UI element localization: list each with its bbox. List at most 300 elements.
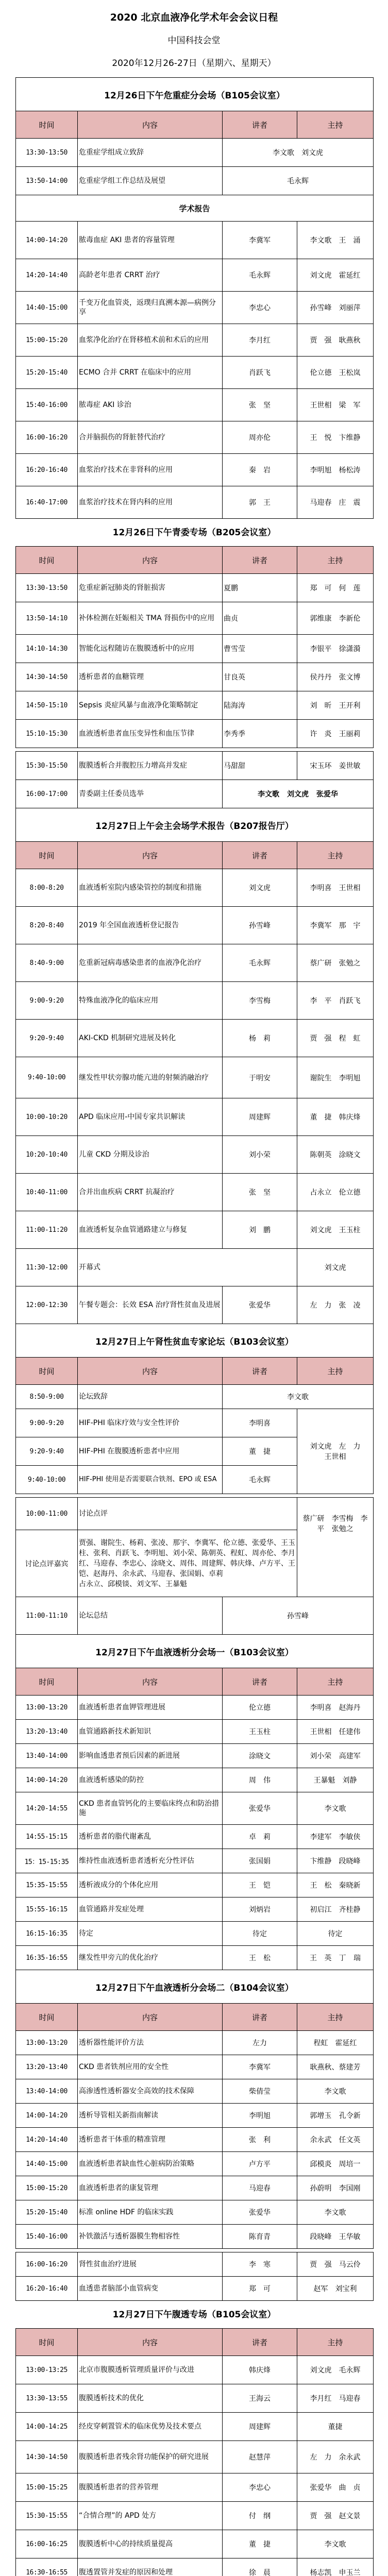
host-cell: 刘文虎 左 力 王世相 — [297, 1409, 374, 1494]
time-cell: 9:20-9:40 — [16, 1020, 78, 1057]
time-cell: 10:00-10:20 — [16, 1098, 78, 1136]
table-row — [16, 944, 374, 982]
time-cell: 16:30-16:55 — [16, 2558, 78, 2576]
col-header-time: 时间 — [16, 111, 78, 139]
speaker-cell: 刘文虎 — [223, 869, 297, 907]
table-row — [16, 139, 374, 167]
host-cell: 李明喜 赵海丹 — [297, 1696, 374, 1720]
speaker-cell: 张 坚 — [223, 1174, 297, 1211]
host-cell: 王 英 丁 瑞 — [297, 1946, 374, 1970]
speaker-cell: 李雪梅 — [223, 982, 297, 1020]
table-row — [16, 1020, 374, 1057]
time-cell: 15:00-15:20 — [16, 324, 78, 357]
time-cell: 14:20-14:40 — [16, 259, 78, 292]
speaker-cell: 伦立德 — [223, 1696, 297, 1720]
speaker-cell: 张爱华 — [223, 1286, 297, 1324]
col-header-speaker: 讲者 — [223, 1668, 297, 1696]
time-cell: 13:40-14:00 — [16, 1744, 78, 1768]
time-cell: 15:00-15:25 — [16, 2473, 78, 2502]
speaker-cell: 张爱华 — [223, 1792, 297, 1825]
time-cell: 16:40-17:00 — [16, 486, 78, 519]
content-cell: AKI-CKD 机制研究进展及转化 — [78, 1020, 223, 1057]
table-row — [16, 167, 374, 195]
host-cell: 卞维静 段晓峰 — [297, 1849, 374, 1873]
time-cell: 14:00-14:20 — [16, 2104, 78, 2128]
table-row — [16, 602, 374, 635]
speaker-cell: 柴倩莹 — [223, 2079, 297, 2104]
speaker-cell: 毛永辉 — [223, 944, 297, 982]
session-anemia-forum-cont — [15, 1497, 374, 2249]
table-row — [16, 222, 374, 259]
content-cell: 血透患者脑部小血管病变 — [78, 2277, 223, 2301]
table-row — [16, 1597, 374, 1635]
speaker-cell: 甘良英 — [223, 663, 297, 691]
speaker-cell: 于明安 — [223, 1057, 297, 1098]
content-cell: 血浆治疗技术在肾内科的应用 — [78, 486, 223, 519]
table-row — [16, 2104, 374, 2128]
speaker-cell: 王玉柱 — [223, 1720, 297, 1744]
speaker-cell: 张 利 — [223, 2128, 297, 2152]
table-row — [16, 1792, 374, 1825]
content-cell: 论坛致辞 — [78, 1385, 223, 1409]
speaker-cell: 张爱华 — [223, 2200, 297, 2225]
speaker-cell: 刘 鹏 — [223, 1211, 297, 1249]
content-cell: 危重新冠病毒感染患者的血液净化治疗 — [78, 944, 223, 982]
session-title: 12月27日上午会主会场学术报告（B207报告厅） — [16, 808, 374, 842]
col-header-time: 时间 — [16, 2329, 78, 2356]
table-row — [16, 1744, 374, 1768]
col-header-host: 主持 — [297, 111, 374, 139]
table-row — [16, 1946, 374, 1970]
time-cell: 14:55-15:15 — [16, 1825, 78, 1849]
time-cell: 12:00-12:30 — [16, 1286, 78, 1324]
host-cell: 宋玉环 姜世敏 — [297, 752, 374, 780]
time-cell: 15:55-16:15 — [16, 1897, 78, 1922]
table-row — [16, 1211, 374, 1249]
host-cell: 董 捷 韩庆烽 — [297, 1098, 374, 1136]
col-header-speaker: 讲者 — [223, 2004, 297, 2031]
time-cell: 14:00-14:20 — [16, 1768, 78, 1792]
speaker-cell: 曹雪莹 — [223, 635, 297, 663]
col-header-time: 时间 — [16, 1668, 78, 1696]
content-cell: 讨论点评 — [78, 1498, 297, 1530]
table-row — [16, 2252, 374, 2277]
content-cell: 高渗透性透析器安全高效的技术保障 — [78, 2079, 223, 2104]
speaker-cell: 马迎春 — [223, 2176, 297, 2200]
content-cell: 危重症学组成立致辞 — [78, 139, 223, 167]
content-cell: 腹膜透析患者的营养管理 — [78, 2473, 223, 2502]
host-cell: 李 平 肖跃飞 — [297, 982, 374, 1020]
content-cell: 危重症学组工作总结及展望 — [78, 167, 223, 195]
time-cell: 9:40-10:00 — [16, 1057, 78, 1098]
host-cell: 李月红 马迎春 — [297, 2384, 374, 2413]
col-header-speaker: 讲者 — [223, 547, 297, 574]
host-cell: 侯丹丹 张文博 — [297, 663, 374, 691]
content-cell: 继发性甲旁亢的优化治疗 — [78, 1946, 223, 1970]
content-cell: “合情合理”的 APD 处方 — [78, 2502, 223, 2530]
host-cell: 杨志凯 申玉兰 — [297, 2558, 374, 2576]
host-cell: 左 力 张 凌 — [297, 1286, 374, 1324]
table-row — [16, 2128, 374, 2152]
time-cell: 8:00-8:20 — [16, 869, 78, 907]
speaker-cell: 李明旭 — [223, 2104, 297, 2128]
speaker-cell: 李秀季 — [223, 720, 297, 748]
col-header-speaker: 讲者 — [223, 2329, 297, 2356]
speaker-cell: 李月红 — [223, 324, 297, 357]
speaker-cell: 左力 — [223, 2031, 297, 2055]
host-cell: 伦立德 王松岚 — [297, 357, 374, 389]
col-header-content: 内容 — [78, 842, 223, 869]
speaker-cell: 张 坚 — [223, 389, 297, 421]
content-cell: 血液透析患者缺血性心脏病防治策略 — [78, 2152, 223, 2176]
time-cell: 14:40-15:00 — [16, 2152, 78, 2176]
host-cell: 刘小荣 高建军 — [297, 1744, 374, 1768]
speaker-cell: 曲贞 — [223, 602, 297, 635]
host-cell: 初启江 齐桂静 — [297, 1897, 374, 1922]
host-cell: 刘文虎 — [297, 1249, 374, 1286]
table-row — [16, 2277, 374, 2301]
content-cell: 血浆治疗技术在非肾科的应用 — [78, 454, 223, 486]
time-cell: 14:00-14:25 — [16, 2413, 78, 2441]
time-cell: 15：15-15:35 — [16, 1849, 78, 1873]
content-cell: 影响血透患者预后因素的新进展 — [78, 1744, 223, 1768]
host-cell: 王暴魁 刘静 — [297, 1768, 374, 1792]
speaker-cell: 周建辉 — [223, 2413, 297, 2441]
host-cell: 贾 强 程 虹 — [297, 1020, 374, 1057]
table-row — [16, 1720, 374, 1744]
table-row — [16, 1696, 374, 1720]
content-cell: HIF-PHI 临床疗效与安全性评价 — [78, 1409, 223, 1437]
content-cell: 血液透析复杂血管通路建立与修复 — [78, 1211, 223, 1249]
col-header-host: 主持 — [297, 2004, 374, 2031]
time-cell: 14:30-14:50 — [16, 663, 78, 691]
conference-date: 2020年12月26-27日（星期六、星期天） — [0, 58, 388, 69]
time-cell: 13:50-14:00 — [16, 167, 78, 195]
speaker-cell: 夏鹏 — [223, 574, 297, 602]
col-header-time: 时间 — [16, 842, 78, 869]
content-cell: 血液透析感染的防控 — [78, 1768, 223, 1792]
table-row — [16, 635, 374, 663]
speaker-cell: 王海云 — [223, 2384, 297, 2413]
host-cell: 许 炎 王丽莉 — [297, 720, 374, 748]
content-cell: 危重症新冠肺炎的肾脏损害 — [78, 574, 223, 602]
time-cell: 13:20-13:40 — [16, 2055, 78, 2079]
table-row — [16, 1409, 374, 1437]
speaker-cell: 李忠心 — [223, 292, 297, 324]
table-row — [16, 292, 374, 324]
speaker-host-cell: 毛永辉 — [223, 167, 374, 195]
table-row — [16, 574, 374, 602]
guests-label-cell: 讨论点评嘉宾 — [16, 1530, 78, 1597]
table-row — [16, 1098, 374, 1136]
time-cell: 14:20-14:55 — [16, 1792, 78, 1825]
host-cell: 王世相 任建伟 — [297, 1720, 374, 1744]
speaker-host-cell: 李文歌 刘文虎 — [223, 139, 374, 167]
table-row — [16, 1057, 374, 1098]
table-row — [16, 357, 374, 389]
time-cell: 10:20-10:40 — [16, 1136, 78, 1174]
table-row — [16, 2176, 374, 2200]
speaker-cell: 王 铠 — [223, 1873, 297, 1897]
content-cell: CKD 患者血管钙化的主要临床终点和防治措施 — [78, 1792, 223, 1825]
speaker-cell: 涂晓文 — [223, 1744, 297, 1768]
time-cell: 14:10-14:30 — [16, 635, 78, 663]
host-cell: 李文歌 — [297, 2079, 374, 2104]
session-title: 12月27日上午肾性贫血专家论坛（B103会议室） — [16, 1324, 374, 1358]
col-header-host: 主持 — [297, 1668, 374, 1696]
session-title: 12月26日下午青委专场（B205会议室） — [15, 519, 373, 546]
host-cell: 郭维康 李新伦 — [297, 602, 374, 635]
content-cell: 开幕式 — [78, 1249, 297, 1286]
content-cell: 午餐专题会：长效 ESA 治疗肾性贫血及进展 — [78, 1286, 223, 1324]
host-cell: 段晓峰 王华敏 — [297, 2225, 374, 2249]
session-hemodialysis-2-cont — [15, 2252, 374, 2301]
time-cell: 15:30-15:50 — [16, 752, 78, 780]
content-cell: HIF-PHI 在腹膜透析患者中应用 — [78, 1437, 223, 1466]
time-cell: 16:15-16:35 — [16, 1922, 78, 1946]
content-cell: 血管通路新技术新知识 — [78, 1720, 223, 1744]
host-cell: 邱模炎 周培一 — [297, 2152, 374, 2176]
time-cell: 15:00-15:20 — [16, 2176, 78, 2200]
host-cell: 赵军 刘宝利 — [297, 2277, 374, 2301]
host-cell: 郑 可 何 莲 — [297, 574, 374, 602]
host-cell: 马迎春 庄 震 — [297, 486, 374, 519]
content-cell: 血液透析室院内感染管控的制度和措施 — [78, 869, 223, 907]
content-cell: HIF-PHI 使用是否需要联合铁剂、EPO 或 ESA — [78, 1466, 223, 1494]
table-row — [16, 869, 374, 907]
speaker-cell: 卓 莉 — [223, 1825, 297, 1849]
time-cell: 16:00-17:00 — [16, 780, 78, 808]
time-cell: 9:00-9:20 — [16, 982, 78, 1020]
time-cell: 9:40-10:00 — [16, 1466, 78, 1494]
table-row — [16, 2152, 374, 2176]
table-row — [16, 421, 374, 454]
session-youth-committee — [15, 546, 374, 748]
col-header-content: 内容 — [78, 547, 223, 574]
content-cell: ECMO 合并 CRRT 在临床中的应用 — [78, 357, 223, 389]
content-cell: 血液透析患者血压变异性和血压节律 — [78, 720, 223, 748]
time-cell: 13:30-13:50 — [16, 574, 78, 602]
table-row — [16, 2558, 374, 2576]
speaker-cell: 徐 晨 — [223, 2558, 297, 2576]
table-row — [16, 2055, 374, 2079]
speaker-cell: 秦 岩 — [223, 454, 297, 486]
speaker-cell: 周 伟 — [223, 1768, 297, 1792]
speaker-cell: 李 寒 — [223, 2252, 297, 2277]
col-header-speaker: 讲者 — [223, 111, 297, 139]
speaker-cell: 董 捷 — [223, 2530, 297, 2558]
guests-cell — [78, 1530, 297, 1597]
host-cell: 刘文虎 霍延红 — [297, 259, 374, 292]
time-cell: 9:20-9:40 — [16, 1437, 78, 1466]
table-row — [16, 2356, 374, 2384]
host-cell: 王世相 梁 军 — [297, 389, 374, 421]
content-cell: CKD 患者铁剂应用的安全性 — [78, 2055, 223, 2079]
col-header-content: 内容 — [78, 1358, 223, 1385]
speaker-cell: 付 纲 — [223, 2502, 297, 2530]
host-cell: 李建军 李敏侠 — [297, 1825, 374, 1849]
host-cell: 李文歌 王 涌 — [297, 222, 374, 259]
table-row — [16, 1849, 374, 1873]
session-critical-care — [15, 77, 374, 519]
content-cell: 高龄老年患者 CRRT 治疗 — [78, 259, 223, 292]
host-cell: 张爱华 曲 贞 — [297, 2473, 374, 2502]
speaker-cell: 卢方平 — [223, 2152, 297, 2176]
col-header-content: 内容 — [78, 111, 223, 139]
host-cell: 李文歌 — [297, 1792, 374, 1825]
speaker-cell: 李冀军 — [223, 222, 297, 259]
col-header-time: 时间 — [16, 547, 78, 574]
table-row — [16, 1136, 374, 1174]
speaker-cell: 陆海涛 — [223, 691, 297, 720]
content-cell: 血管通路并发症处理 — [78, 1897, 223, 1922]
session-title: 12月26日下午危重症分会场（B105会议室） — [16, 78, 374, 111]
col-header-host: 主持 — [297, 2329, 374, 2356]
host-cell: 蔡广研 李雪梅 李 平 张勉之 — [297, 1498, 374, 1597]
host-cell: 余永武 任文英 — [297, 2128, 374, 2152]
time-cell: 15:40-16:00 — [16, 389, 78, 421]
time-cell: 13:30-13:50 — [16, 139, 78, 167]
content-cell: 北京市腹膜透析管理质量评价与改进 — [78, 2356, 223, 2384]
content-cell: 透析器性能评价方法 — [78, 2031, 223, 2055]
time-cell: 8:20-8:40 — [16, 907, 78, 944]
speaker-host-cell: 孙雪峰 — [223, 1597, 374, 1635]
host-cell: 李明旭 杨松涛 — [297, 454, 374, 486]
session-youth-committee-cont — [15, 751, 374, 1494]
speaker-host-cell: 李文歌 刘文虎 张爱华 — [223, 780, 374, 808]
host-cell: 陈朝英 涂晓文 — [297, 1136, 374, 1174]
time-cell: 16:35-16:55 — [16, 1946, 78, 1970]
time-cell: 10:00-11:00 — [16, 1498, 78, 1530]
host-cell: 蔡广研 张勉之 — [297, 944, 374, 982]
content-cell: 论坛总结 — [78, 1597, 223, 1635]
content-cell: 血液透析患者的康复管理 — [78, 2176, 223, 2200]
content-cell: 透析导管相关新指南解读 — [78, 2104, 223, 2128]
content-cell: 腹膜透析中心的持续质量提高 — [78, 2530, 223, 2558]
host-cell: 李银平 徐潇漪 — [297, 635, 374, 663]
content-cell: 儿童 CKD 分期及诊治 — [78, 1136, 223, 1174]
table-row — [16, 2441, 374, 2473]
venue: 中国科技会堂 — [0, 35, 388, 46]
content-cell: 腹膜透析合并腹腔压力增高并发症 — [78, 752, 223, 780]
host-cell: 占永立 伦立德 — [297, 1174, 374, 1211]
content-cell: 继发性甲状旁腺功能亢进的射频消融治疗 — [78, 1057, 223, 1098]
host-cell: 刘 昕 王开利 — [297, 691, 374, 720]
time-cell: 13:40-14:00 — [16, 2079, 78, 2104]
speaker-cell: 李忠心 — [223, 2473, 297, 2502]
content-cell: 待定 — [78, 1922, 223, 1946]
host-cell: 程虹 霍延红 — [297, 2031, 374, 2055]
speaker-cell: 韩庆烽 — [223, 2356, 297, 2384]
table-row — [16, 1174, 374, 1211]
table-row — [16, 982, 374, 1020]
guests-list-2: 占永立、邱模锬、刘文军、王暴魁 — [79, 1580, 187, 1588]
session-title: 12月27日下午腹透专场（B105会议室） — [15, 2301, 373, 2328]
table-row — [16, 324, 374, 357]
content-cell: 腹膜透析患者残余肾功能保护的研究进展 — [78, 2441, 223, 2473]
content-cell: 2019 年全国血液透析登记报告 — [78, 907, 223, 944]
speaker-cell: 董 捷 — [223, 1437, 297, 1466]
content-cell: APD 临床应用-中国专家共识解读 — [78, 1098, 223, 1136]
guests-list: 贾强、谢院生、杨莉、张凌、那宇、李冀军、伦立德、张爱华、王玉柱、张利、肖跃飞、李明旭、刘小荣、陈朝英、程虹、周亦伦、李月红、马迎春、李忠心、涂晓文、周伟、周建辉、韩庆烽、卢方平、王铠、赵海丹、余永武、马迎春、张国娟、卓莉 — [79, 1539, 295, 1578]
host-cell: 贾 强 赵文景 — [297, 2502, 374, 2530]
content-cell: 智能化远程随访在腹膜透析中的应用 — [78, 635, 223, 663]
time-cell: 14:30-14:50 — [16, 2441, 78, 2473]
time-cell: 16:20-16:40 — [16, 2277, 78, 2301]
col-header-content: 内容 — [78, 2004, 223, 2031]
time-cell: 14:20-14:40 — [16, 2128, 78, 2152]
content-cell: 补体检测在妊娠相关 TMA 肾损伤中的应用 — [78, 602, 223, 635]
content-cell: 千变万化血管炎，返璞归真溯本源—病例分享 — [78, 292, 223, 324]
table-row — [16, 1922, 374, 1946]
speaker-cell: 张国娟 — [223, 1849, 297, 1873]
time-cell: 15:10-15:30 — [16, 720, 78, 748]
time-cell: 10:40-11:00 — [16, 1174, 78, 1211]
table-row — [16, 1249, 374, 1286]
col-header-speaker: 讲者 — [223, 1358, 297, 1385]
table-row — [16, 2079, 374, 2104]
time-cell: 15:35-15:55 — [16, 1873, 78, 1897]
host-cell: 贾 强 马云伶 — [297, 2252, 374, 2277]
speaker-cell: 王 松 — [223, 1946, 297, 1970]
speaker-cell: 孙雪峰 — [223, 907, 297, 944]
host-cell: 待定 — [297, 1922, 374, 1946]
content-cell: 透析患者的脂代谢紊乱 — [78, 1825, 223, 1849]
host-cell: 左 力 余永武 — [297, 2441, 374, 2473]
host-cell: 李文歌 — [297, 2200, 374, 2225]
col-header-content: 内容 — [78, 1668, 223, 1696]
table-row — [16, 1897, 374, 1922]
content-cell: 血浆净化治疗在肾移植术前和术后的应用 — [78, 324, 223, 357]
table-row — [16, 2530, 374, 2558]
speaker-cell: 郭 王 — [223, 486, 297, 519]
time-cell: 14:00-14:20 — [16, 222, 78, 259]
speaker-cell: 陈育青 — [223, 2225, 297, 2249]
table-row — [16, 2225, 374, 2249]
table-row — [16, 454, 374, 486]
session-title: 12月27日下午血液透析分会场二（B104会议室） — [16, 1970, 374, 2004]
time-cell: 9:00-9:20 — [16, 1409, 78, 1437]
speaker-cell: 郑 可 — [223, 2277, 297, 2301]
col-header-host: 主持 — [297, 842, 374, 869]
content-cell: 维持性血液透析患者透析充分性评估 — [78, 1849, 223, 1873]
table-row — [16, 2473, 374, 2502]
content-cell: 补铁激活与透析器膜生物相容性 — [78, 2225, 223, 2249]
time-cell: 14:50-15:10 — [16, 691, 78, 720]
content-cell: 腹透置管并发症的原因和处理 — [78, 2558, 223, 2576]
time-cell: 13:00-13:25 — [16, 2356, 78, 2384]
speaker-cell: 毛永辉 — [223, 1466, 297, 1494]
col-header-speaker: 讲者 — [223, 842, 297, 869]
table-row — [16, 1286, 374, 1324]
content-cell: 合并脑损伤的肾脏替代治疗 — [78, 421, 223, 454]
col-header-host: 主持 — [297, 547, 374, 574]
speaker-cell: 肖跃飞 — [223, 357, 297, 389]
session-peritoneal-dialysis — [15, 2328, 374, 2576]
col-header-time: 时间 — [16, 2004, 78, 2031]
table-row — [16, 486, 374, 519]
host-cell: 刘文虎 毛永辉 — [297, 2356, 374, 2384]
host-cell: 刘文虎 王玉柱 — [297, 1211, 374, 1249]
time-cell: 13:30-13:55 — [16, 2384, 78, 2413]
host-cell: 王 松 秦晓新 — [297, 1873, 374, 1897]
speaker-cell: 杨 莉 — [223, 1020, 297, 1057]
time-cell: 13:00-13:20 — [16, 1696, 78, 1720]
speaker-cell: 待定 — [223, 1922, 297, 1946]
time-cell: 11:00-11:20 — [16, 1211, 78, 1249]
table-row — [16, 691, 374, 720]
host-cell: 谢院生 李明旭 — [297, 1057, 374, 1098]
